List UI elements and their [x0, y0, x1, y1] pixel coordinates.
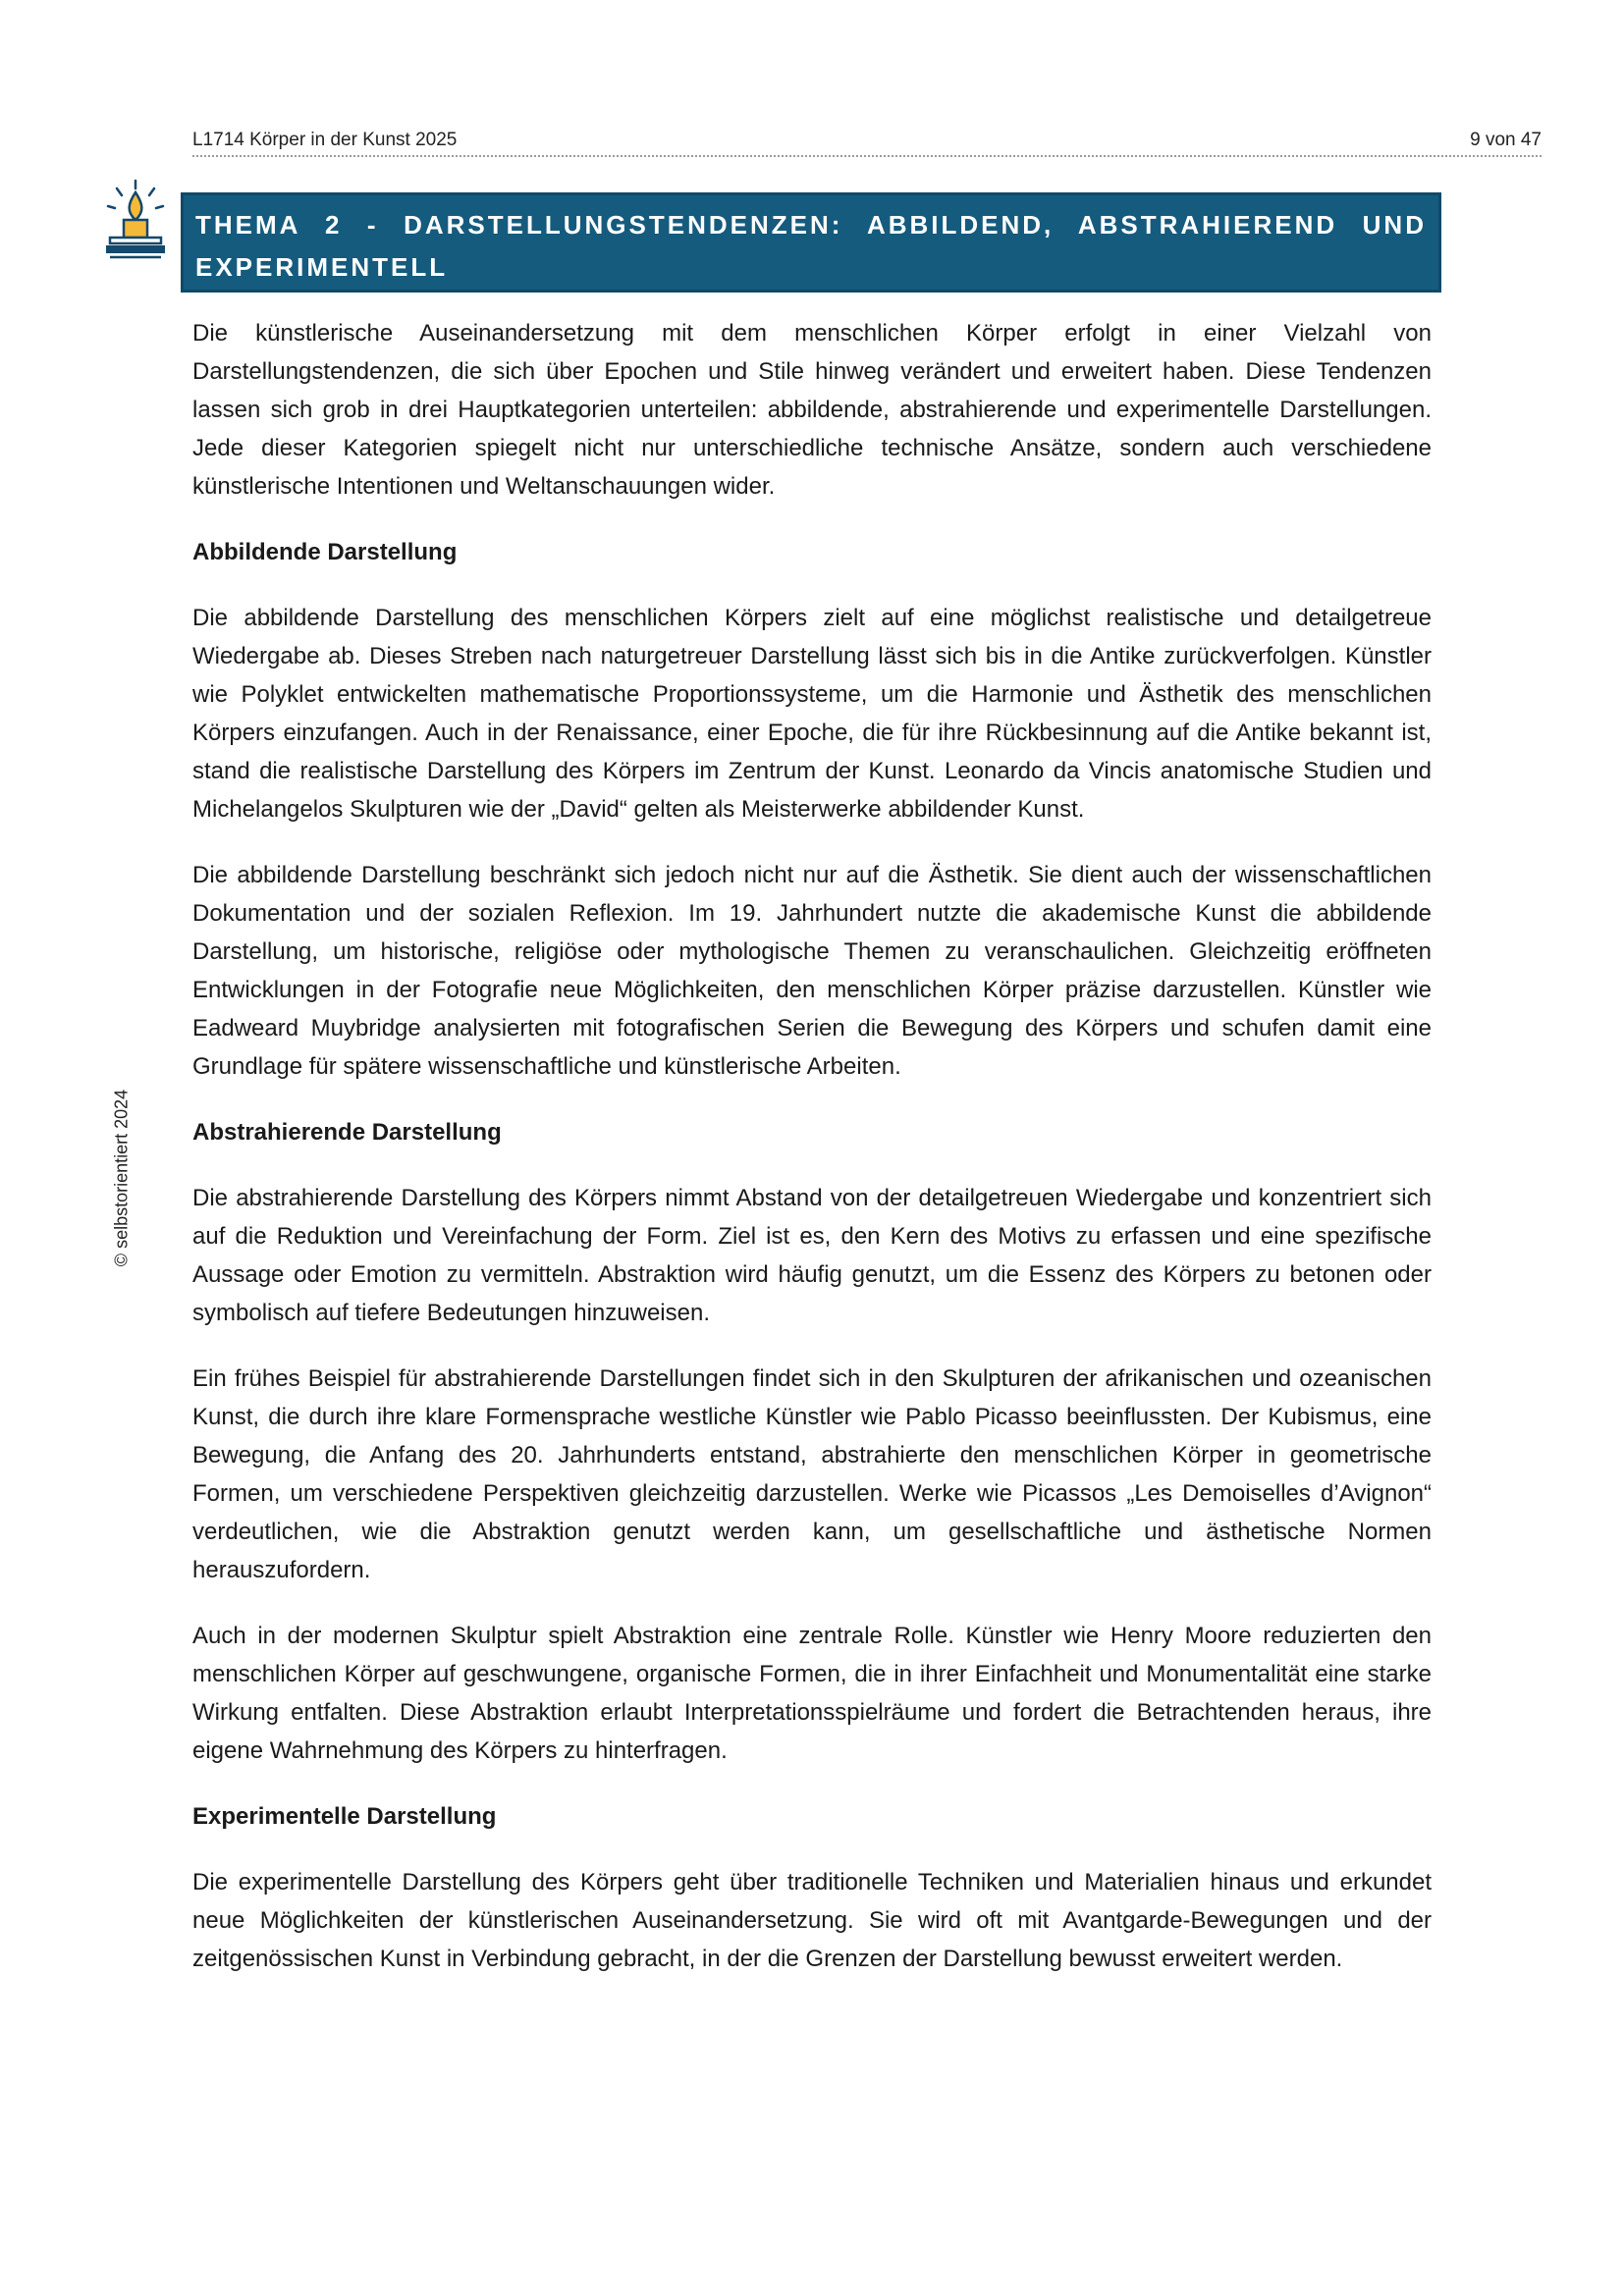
paragraph: Die experimentelle Darstellung des Körpers geht über traditionelle Techniken und Materialien hinaus und erkundet neue Möglichkeiten der künstlerischen Auseinandersetzung. Sie wird oft mit Avantgarde-Bewegungen und der zeitgenössischen Kunst in Verbindung gebracht, in der die Grenzen der Darstellung bewusst erweitert werden. [192, 1869, 1432, 1972]
paragraph: Auch in der modernen Skulptur spielt Abstraktion eine zentrale Rolle. Künstler wie Henry Moore reduzierten den menschlichen Körper auf geschwungene, organische Formen, die in ihrer Einfachheit und Monumentalität eine starke Wirkung entfalten. Diese Abstraktion erlaubt Interpretationsspielräume und fordert die Betrachtenden heraus, ihre eigene Wahrnehmung des Körpers zu hinterfragen. [192, 1623, 1432, 1764]
candle-icon [104, 179, 167, 267]
page-header [192, 128, 1542, 157]
main-content [192, 314, 1432, 2005]
intro-paragraph: Die künstlerische Auseinandersetzung mit dem menschlichen Körper erfolgt in einer Vielzahl von Darstellungstendenzen, die sich über Epochen und Stile hinweg verändert und erweitert haben. Diese Tendenzen lassen sich grob in drei Hauptkategorien unterteilen: abbildende, abstrahierende und experimentelle Darstellungen. Jede dieser Kategorien spiegelt nicht nur unterschiedliche technische Ansätze, sondern auch verschiedene künstlerische Intentionen und Weltanschauungen wider. [192, 320, 1432, 500]
document-title: L1714 Körper in der Kunst 2025 [192, 130, 458, 150]
section-heading-abbildend: Abbildende Darstellung [192, 539, 458, 565]
copyright-side-text: © selbstorientiert 2024 [111, 1089, 132, 1267]
page-number: 9 von 47 [1470, 130, 1542, 150]
section-heading-abstrahierend: Abstrahierende Darstellung [192, 1119, 502, 1146]
section-heading-experimentell: Experimentelle Darstellung [192, 1803, 497, 1830]
paragraph: Die abstrahierende Darstellung des Körpers nimmt Abstand von der detailgetreuen Wiedergabe und konzentriert sich auf die Reduktion und Vereinfachung der Form. Ziel ist es, den Kern des Motivs zu erfassen und eine spezifische Aussage oder Emotion zu vermitteln. Abstraktion wird häufig genutzt, um die Essenz des Körpers zu betonen oder symbolisch auf tiefere Bedeutungen hinzuweisen. [192, 1185, 1432, 1326]
theme-banner [181, 192, 1441, 293]
paragraph: Die abbildende Darstellung beschränkt sich jedoch nicht nur auf die Ästhetik. Sie dient auch der wissenschaftlichen Dokumentation und der sozialen Reflexion. Im 19. Jahrhundert nutzte die akademische Kunst die abbildende Darstellung, um historische, religiöse oder mythologische Themen zu veranschaulichen. Gleichzeitig eröffneten Entwicklungen in der Fotografie neue Möglichkeiten, den menschlichen Körper präzise darzustellen. Künstler wie Eadweard Muybridge analysierten mit fotografischen Serien die Bewegung des Körpers und schufen damit eine Grundlage für spätere wissenschaftliche und künstlerische Arbeiten. [192, 862, 1432, 1080]
paragraph: Die abbildende Darstellung des menschlichen Körpers zielt auf eine möglichst realistische und detailgetreue Wiedergabe ab. Dieses Streben nach naturgetreuer Darstellung lässt sich bis in die Antike zurückverfolgen. Künstler wie Polyklet entwickelten mathematische Proportionssysteme, um die Harmonie und Ästhetik des menschlichen Körpers einzufangen. Auch in der Renaissance, einer Epoche, die für ihre Rückbesinnung auf die Antike bekannt ist, stand die realistische Darstellung des Körpers im Zentrum der Kunst. Leonardo da Vincis anatomische Studien und Michelangelos Skulpturen wie der „David“ gelten als Meisterwerke abbildender Kunst. [192, 605, 1432, 823]
theme-title: THEMA 2 - DARSTELLUNGSTENDENZEN: ABBILDEND, ABSTRAHIEREND UND EXPERIMENTELL [195, 210, 1427, 282]
paragraph: Ein frühes Beispiel für abstrahierende Darstellungen findet sich in den Skulpturen der afrikanischen und ozeanischen Kunst, die durch ihre klare Formensprache westliche Künstler wie Pablo Picasso beeinflussten. Der Kubismus, eine Bewegung, die Anfang des 20. Jahrhunderts entstand, abstrahierte den menschlichen Körper in geometrische Formen, um verschiedene Perspektiven gleichzeitig darzustellen. Werke wie Picassos „Les Demoiselles d’Avignon“ verdeutlichen, wie die Abstraktion genutzt werden kann, um gesellschaftliche und ästhetische Normen herauszufordern. [192, 1365, 1432, 1583]
